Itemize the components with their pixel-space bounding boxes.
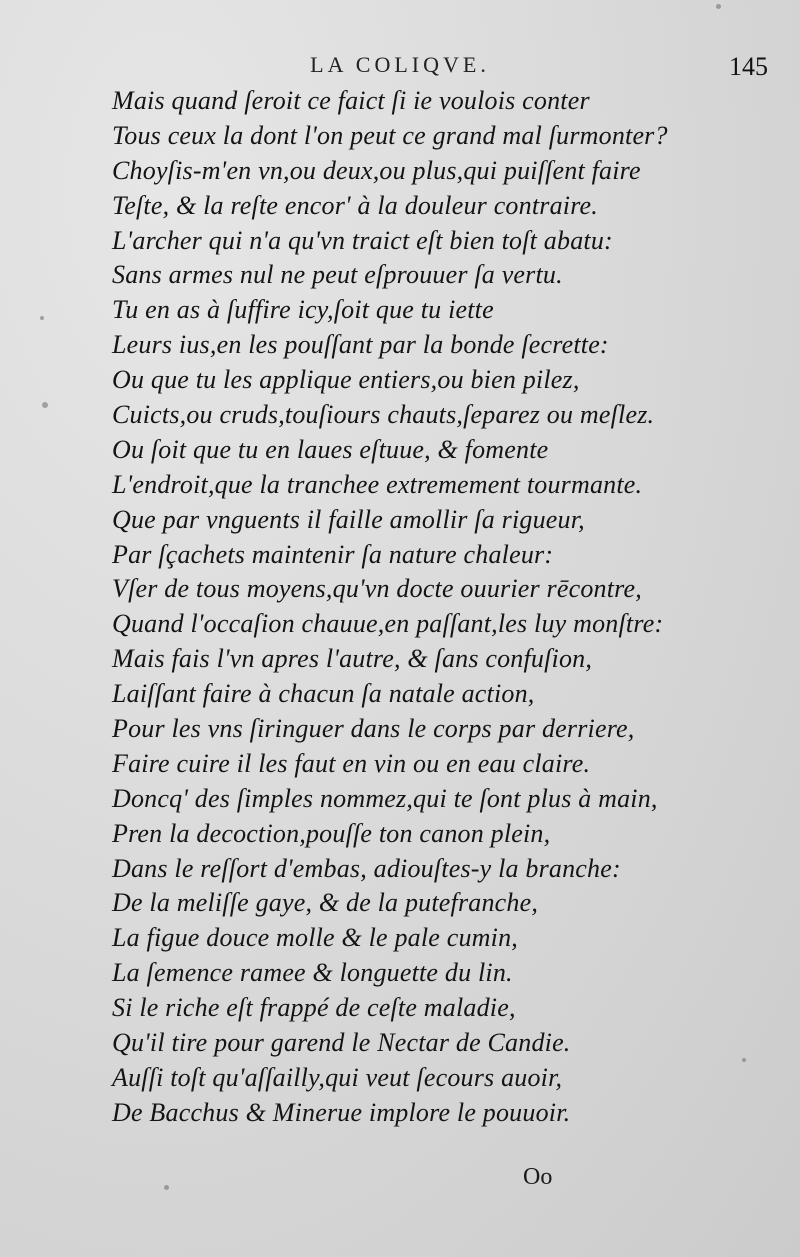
ink-speck xyxy=(742,1058,746,1062)
verse-line: Par ſçachets maintenir ſa nature chaleur: xyxy=(112,539,554,569)
verse-line: La figue douce molle & le pale cumin, xyxy=(112,923,518,953)
verse-line: De la meliſſe gaye, & de la putefranche, xyxy=(112,888,539,918)
verse-line: Leurs ius,en les pouſſant par la bonde ſecrette: xyxy=(112,330,609,360)
verse-line: Vſer de tous moyens,qu'vn docte ouurier rēcontre, xyxy=(112,574,642,604)
verse-line: Cuicts,ou cruds,touſiours chauts,ſeparez ou meſlez. xyxy=(112,400,655,430)
verse-line: Que par vnguents il faille amollir ſa rigueur, xyxy=(112,504,585,534)
ink-speck xyxy=(164,1185,169,1190)
verse-line: Quand l'occaſion chauue,en paſſant,les luy monſtre: xyxy=(112,609,664,639)
verse-line: Tous ceux la dont l'on peut ce grand mal ſurmonter? xyxy=(112,120,668,150)
verse-line: Pren la decoction,pouſſe ton canon plein, xyxy=(112,818,551,848)
verse-line: Teſte, & la reſte encor' à la douleur contraire. xyxy=(112,190,598,220)
ink-speck xyxy=(42,402,48,408)
verse-line: Tu en as à ſuffire icy,ſoit que tu iette xyxy=(112,295,494,325)
verse-line: Choyſis-m'en vn,ou deux,ou plus,qui puiſſent faire xyxy=(112,155,641,185)
verse-line: Mais fais l'vn apres l'autre, & ſans confuſion, xyxy=(112,644,593,674)
verse-line: Si le riche eſt frappé de ceſte maladie, xyxy=(112,993,516,1023)
verse-line: Mais quand ſeroit ce faict ſi ie voulois conter xyxy=(112,86,590,115)
verse-line: Pour les vns ſiringuer dans le corps par derriere, xyxy=(112,714,635,744)
verse-line: De Bacchus & Minerue implore le pouuoir. xyxy=(112,1097,571,1127)
verse-line: Faire cuire il les faut en vin ou en eau claire. xyxy=(112,748,591,778)
page-number: 145 xyxy=(729,52,768,81)
ink-speck xyxy=(40,316,44,320)
verse-line: Qu'il tire pour garend le Nectar de Candie. xyxy=(112,1028,571,1058)
verse-line: Laiſſant faire à chacun ſa natale action, xyxy=(112,679,535,709)
verse-line: L'endroit,que la tranchee extremement tourmante. xyxy=(112,469,643,499)
verse-line: Auſſi toſt qu'aſſailly,qui veut ſecours auoir, xyxy=(112,1062,563,1092)
running-head: LA COLIQVE. xyxy=(310,52,490,77)
catchword: Oo xyxy=(523,1164,553,1190)
verse-line: Doncq' des ſimples nommez,qui te ſont plus à main, xyxy=(112,783,658,813)
verse-line: L'archer qui n'a qu'vn traict eſt bien toſt abatu: xyxy=(112,225,613,255)
verse-line: La ſemence ramee & longuette du lin. xyxy=(112,958,513,988)
poem-text xyxy=(112,84,712,1131)
verse-line: Ou ſoit que tu en laues eſtuue, & fomente xyxy=(112,434,549,464)
verse-line: Ou que tu les applique entiers,ou bien pilez, xyxy=(112,365,580,395)
verse-line: Dans le reſſort d'embas, adiouſtes-y la branche: xyxy=(112,853,621,883)
verse-line: Sans armes nul ne peut eſprouuer ſa vertu. xyxy=(112,260,563,290)
ink-speck xyxy=(716,4,721,9)
